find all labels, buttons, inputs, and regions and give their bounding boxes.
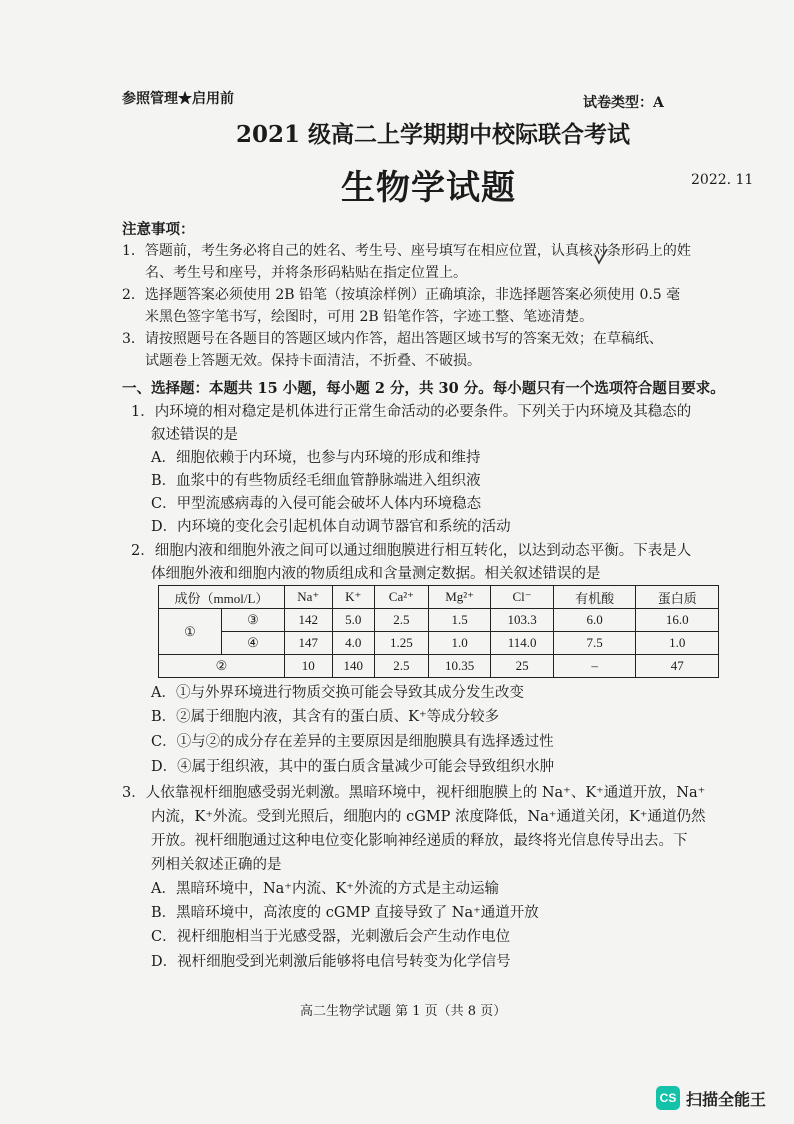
table-header-row [159, 586, 719, 609]
q3-option-a: A．黑暗环境中，Na⁺内流、K⁺外流的方式是主动运输 [151, 881, 499, 897]
table-cell: 114.0 [491, 632, 553, 655]
table-cell: 16.0 [636, 609, 719, 632]
column-header: K⁺ [332, 586, 374, 609]
q3-stem: 开放。视杆细胞通过这种电位变化影响神经递质的释放，最终将光信息传导出去。下 [151, 833, 688, 849]
row-label: ④ [222, 632, 285, 655]
note-line: 名、考生号和座号，并将条形码粘贴在指定位置上。 [145, 265, 467, 281]
q2-option-a: A．①与外界环境进行物质交换可能会导致其成分发生改变 [151, 685, 524, 701]
table-cell: 6.0 [553, 609, 636, 632]
table-cell: 147 [285, 632, 333, 655]
table-row [159, 632, 719, 655]
note-line: 1．答题前，考生务必将自己的姓名、考生号、座号填写在相应位置，认真核对条形码上的姓 [122, 243, 691, 259]
notes-heading: 注意事项： [122, 221, 195, 238]
q3-option-d: D．视杆细胞受到光刺激后能够将电信号转变为化学信号 [151, 954, 511, 970]
table-cell: 142 [285, 609, 333, 632]
q2-option-b: B．②属于细胞内液，其含有的蛋白质、K⁺等成分较多 [151, 709, 500, 725]
note-line: 3．请按照题号在各题目的答题区域内作答，超出答题区域书写的答案无效；在草稿纸、 [122, 331, 663, 347]
table-cell: 10 [285, 655, 333, 678]
scanner-name: 扫描全能王 [686, 1090, 767, 1109]
column-header: Mg²⁺ [428, 586, 490, 609]
exam-title: 2021 级高二上学期期中校际联合考试 [236, 121, 631, 148]
q3-option-b: B．黑暗环境中，高浓度的 cGMP 直接导致了 Na⁺通道开放 [151, 905, 539, 921]
q1-option-a: A．细胞依赖于内环境，也参与内环境的形成和维持 [151, 450, 481, 466]
q2-stem: 体细胞外液和细胞内液的物质组成和含量测定数据。相关叙述错误的是 [151, 566, 601, 582]
table-cell: 1.5 [428, 609, 490, 632]
table-cell: 10.35 [428, 655, 490, 678]
q1-stem: 叙述错误的是 [151, 427, 238, 443]
q1-option-d: D．内环境的变化会引起机体自动调节器官和系统的活动 [151, 519, 511, 535]
paper-type-label: 试卷类型：A [583, 95, 664, 111]
q2-option-d: D．④属于组织液，其中的蛋白质含量减少可能会导致组织水肿 [151, 759, 555, 775]
table-cell: 1.25 [374, 632, 428, 655]
handwritten-check-mark [593, 247, 609, 267]
q1-stem: 1．内环境的相对稳定是机体进行正常生命活动的必要条件。下列关于内环境及其稳态的 [131, 404, 692, 420]
column-header: 蛋白质 [636, 586, 719, 609]
composition-table [158, 585, 719, 678]
subject-title: 生物学试题 [341, 168, 516, 208]
table-cell: 103.3 [491, 609, 553, 632]
table-cell: 140 [332, 655, 374, 678]
table-cell: 2.5 [374, 609, 428, 632]
table-cell: 47 [636, 655, 719, 678]
group-label: ① [159, 609, 222, 655]
column-header: Ca²⁺ [374, 586, 428, 609]
q2-option-c: C．①与②的成分存在差异的主要原因是细胞膜具有选择透过性 [151, 734, 554, 750]
table-cell: 1.0 [428, 632, 490, 655]
table-header-label: 成份（mmol/L） [159, 586, 285, 609]
column-header: Na⁺ [285, 586, 333, 609]
q2-stem: 2．细胞内液和细胞外液之间可以通过细胞膜进行相互转化，以达到动态平衡。下表是人 [131, 543, 692, 559]
table-row [159, 609, 719, 632]
row-label: ② [159, 655, 285, 678]
note-line: 试题卷上答题无效。保持卡面清洁，不折叠、不破损。 [145, 353, 481, 369]
scanner-watermark [656, 1086, 786, 1110]
q3-stem: 内流，K⁺外流。受到光照后，细胞内的 cGMP 浓度降低，Na⁺通道关闭，K⁺通道仍然 [151, 809, 706, 825]
note-line: 2．选择题答案必须使用 2B 铅笔（按填涂样例）正确填涂，非选择题答案必须使用 0.5 毫 [122, 287, 681, 303]
column-header: 有机酸 [553, 586, 636, 609]
table-cell: 5.0 [332, 609, 374, 632]
section-heading: 一、选择题：本题共 15 小题，每小题 2 分，共 30 分。每小题只有一个选项符合题目要求。 [122, 380, 725, 397]
table-cell: – [553, 655, 636, 678]
table-cell: 25 [491, 655, 553, 678]
row-label: ③ [222, 609, 285, 632]
table-cell: 2.5 [374, 655, 428, 678]
q3-stem: 3．人依靠视杆细胞感受弱光刺激。黑暗环境中，视杆细胞膜上的 Na⁺、K⁺通道开放，Na⁺ [122, 785, 706, 801]
q1-option-c: C．甲型流感病毒的入侵可能会破坏人体内环境稳态 [151, 496, 482, 512]
exam-date: 2022. 11 [691, 172, 754, 188]
table-cell: 1.0 [636, 632, 719, 655]
table-row [159, 655, 719, 678]
note-line: 米黑色签字笔书写，绘图时，可用 2B 铅笔作答，字迹工整、笔迹清楚。 [145, 309, 594, 325]
control-label: 参照管理★启用前 [122, 91, 234, 107]
q1-option-b: B．血浆中的有些物质经毛细血管静脉端进入组织液 [151, 473, 481, 489]
table-cell: 7.5 [553, 632, 636, 655]
page-footer: 高二生物学试题 第 1 页（共 8 页） [300, 1004, 507, 1019]
q3-stem: 列相关叙述正确的是 [151, 857, 282, 873]
table-cell: 4.0 [332, 632, 374, 655]
scanner-logo-icon: CS [656, 1086, 680, 1110]
q3-option-c: C．视杆细胞相当于光感受器，光刺激后会产生动作电位 [151, 929, 511, 945]
column-header: Cl⁻ [491, 586, 553, 609]
